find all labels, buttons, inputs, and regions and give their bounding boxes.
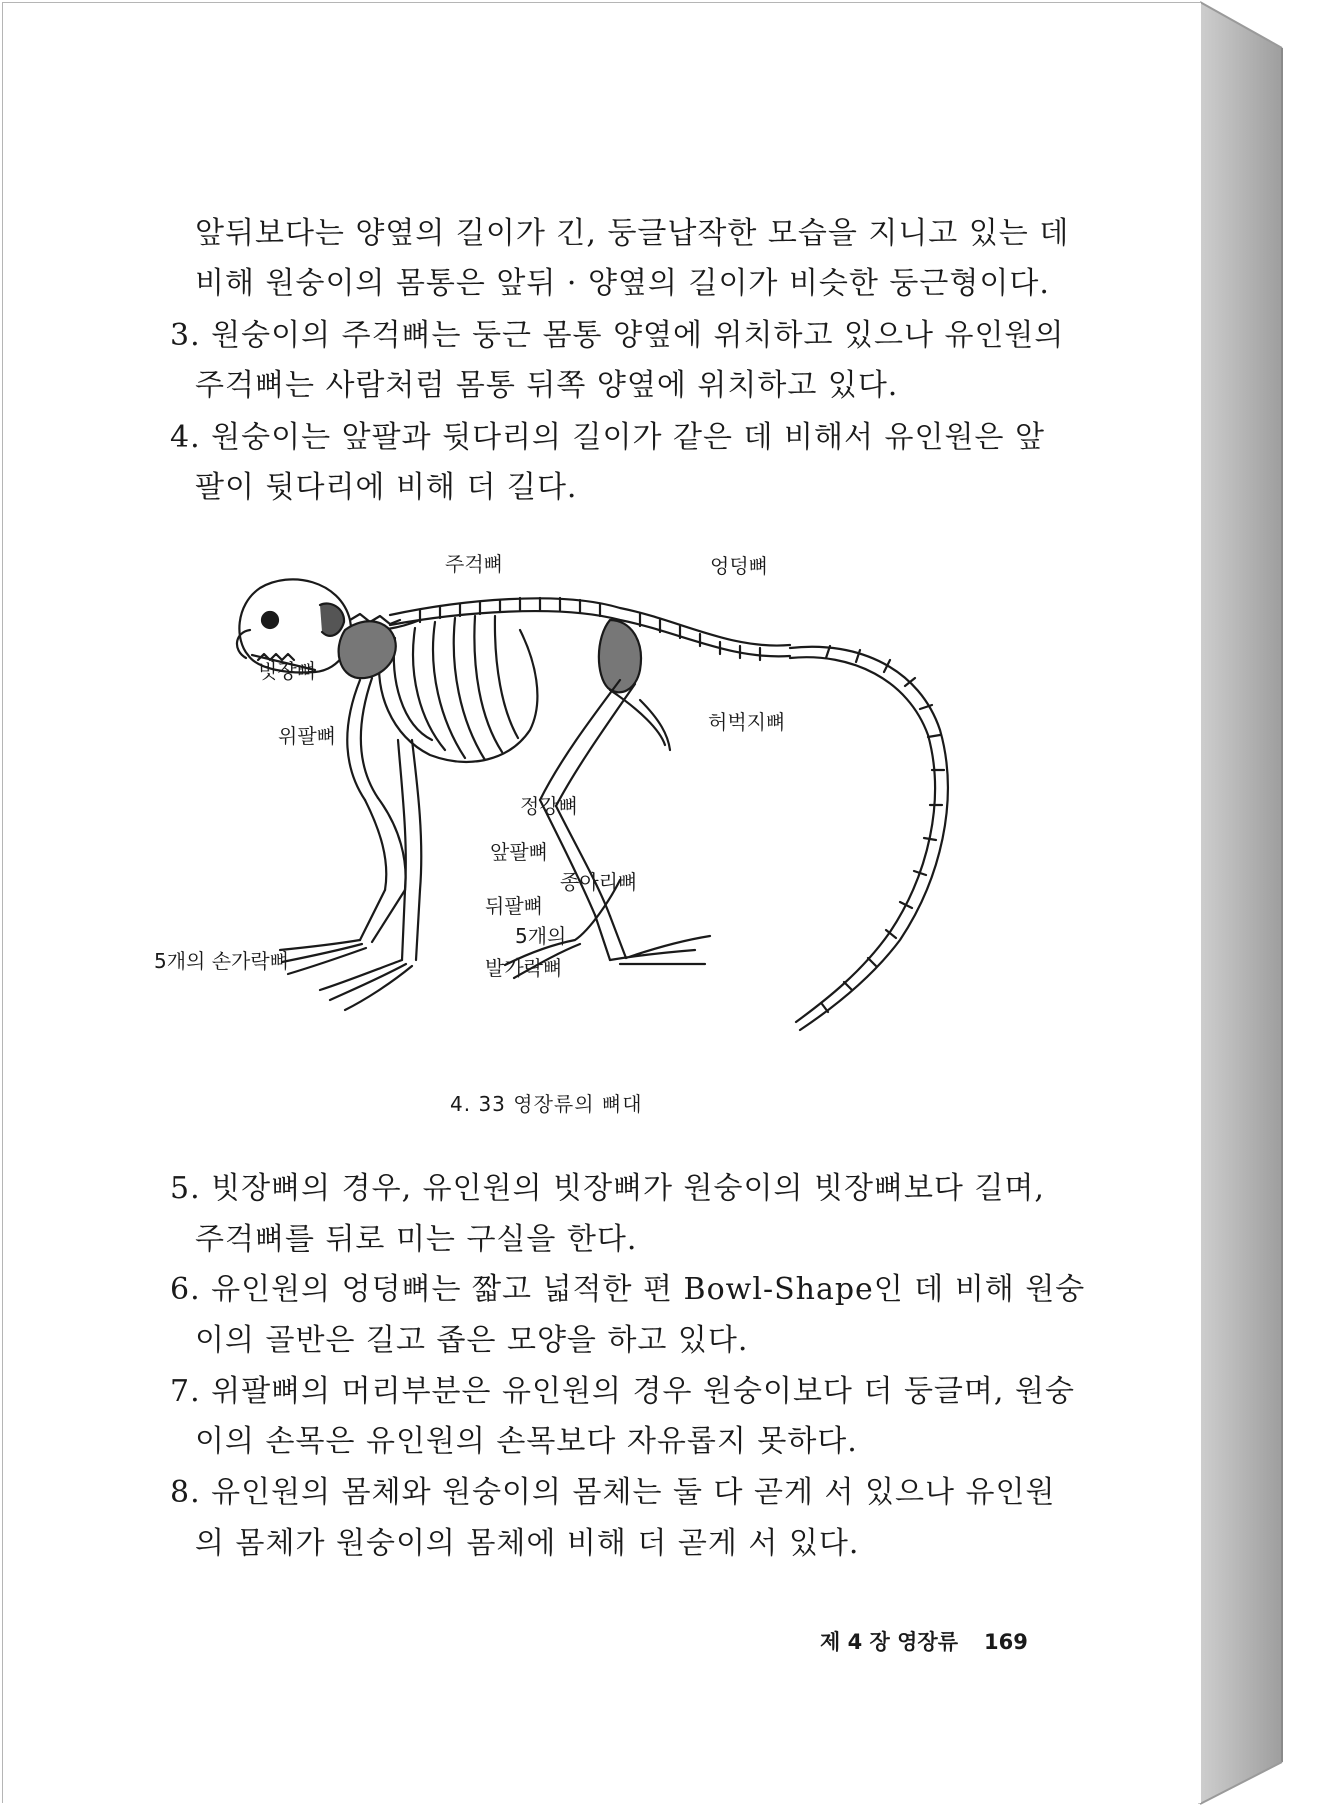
text-line: 3. 원숭이의 주걱뼈는 둥근 몸통 양옆에 위치하고 있으나 유인원의 [170,318,1065,353]
chapter-title: 제 4 장 영장류 [820,1630,958,1654]
text-line: 7. 위팔뼈의 머리부분은 유인원의 경우 원숭이보다 더 둥글며, 원숭 [170,1374,1075,1409]
text-line: 6. 유인원의 엉덩뼈는 짧고 넓적한 편 Bowl-Shape인 데 비해 원숭 [170,1272,1086,1307]
text-line: 의 몸체가 원숭이의 몸체에 비해 더 곧게 서 있다. [195,1526,860,1561]
text-line: 앞뒤보다는 양옆의 길이가 긴, 둥글납작한 모습을 지니고 있는 데 [195,216,1070,251]
text-line: 주걱뼈는 사람처럼 몸통 뒤쪽 양옆에 위치하고 있다. [195,368,899,403]
text-line: 주걱뼈를 뒤로 미는 구실을 한다. [195,1222,638,1257]
text-line: 8. 유인원의 몸체와 원숭이의 몸체는 둘 다 곧게 서 있으나 유인원 [170,1475,1056,1510]
page-number: 169 [983,1630,1028,1654]
label-radius: 앞팔뼈 [490,840,548,864]
text-line: 팔이 뒷다리에 비해 더 길다. [195,470,578,505]
label-hip: 엉덩뼈 [710,554,768,578]
label-fingers: 5개의 손가락뼈 [154,949,290,973]
text-line: 5. 빗장뼈의 경우, 유인원의 빗장뼈가 원숭이의 빗장뼈보다 길며, [170,1171,1045,1206]
label-femur: 허벅지뼈 [708,710,786,734]
figure-caption: 4. 33 영장류의 뼈대 [450,1092,643,1116]
label-scapula: 주걱뼈 [445,552,503,576]
label-toes-1: 5개의 [515,924,567,948]
label-ulna: 뒤팔뼈 [485,894,543,918]
text-line: 4. 원숭이는 앞팔과 뒷다리의 길이가 같은 데 비해서 유인원은 앞 [170,420,1045,455]
label-humerus: 위팔뼈 [278,724,336,748]
primate-skeleton-figure [140,552,1000,1060]
label-toes-2: 발가락뼈 [485,956,563,980]
page-footer [820,1626,1028,1656]
text-line: 비해 원숭이의 몸통은 앞뒤 · 양옆의 길이가 비슷한 둥근형이다. [195,266,1050,301]
label-tibia: 정강뼈 [520,794,578,818]
label-clavicle: 빗장뼈 [258,659,316,683]
text-line: 이의 골반은 길고 좁은 모양을 하고 있다. [195,1323,749,1358]
label-fibula: 종아리뼈 [560,870,638,894]
text-line: 이의 손목은 유인원의 손목보다 자유롭지 못하다. [195,1424,858,1459]
